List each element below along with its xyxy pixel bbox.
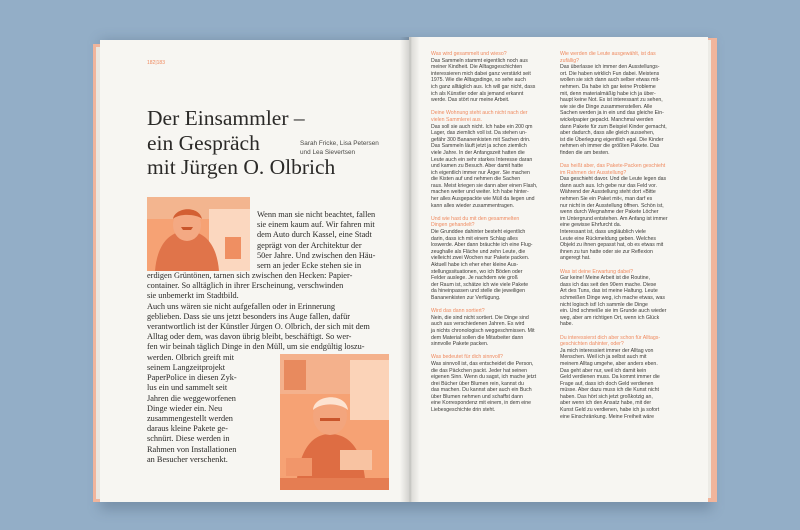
photo-artist-graphic (280, 354, 389, 490)
interview-answer-line: Das geschieht davor. Und die Leute legen das (560, 176, 667, 183)
interview-answer-line: Lager, das ziemlich voll ist. Da stehen un- (431, 130, 527, 137)
intro-line: container. So alltäglich in ihrer Erscheinung, verschwinden (147, 281, 344, 291)
interview-answer-line: Leute eine Rückmeldung geben. Welches (560, 235, 656, 242)
interview-answer-line: Das Sammeln stammt eigentlich noch aus (431, 57, 528, 64)
interview-answer-line: nehmen. Da habe ich gar keine Probleme (560, 83, 656, 90)
interview-answer-line: ich eigentlich immer nur Ärger. Sie machen (431, 169, 530, 176)
interview-question-line: zufällig? (560, 57, 580, 64)
photo-portrait (147, 197, 250, 271)
interview-answer-line: Leute auch ein sehr starkes Interesse daran (431, 156, 533, 163)
intro-text-full (147, 271, 370, 363)
interview-answer-line: auch aus verschiedenen Jahren. Es wird (431, 321, 525, 328)
interview-answer-line (560, 262, 668, 269)
interview-column-2 (560, 51, 668, 420)
interview-answer-line: das machen. Du kannst aber auch ein Buch (431, 387, 532, 394)
interview-answer-line: machen weiter und weiter. Ich habe hinter- (431, 189, 529, 196)
interview-answer-line: haupt keine Not. Es ist interessant zu sehen, (560, 97, 663, 104)
interview-answer-line: Das geht aber nur, weil ich damit kein (560, 367, 647, 374)
interview-answer-line: und kamen zu Besuch. Aber damit hatte (431, 163, 523, 170)
authors (300, 139, 379, 157)
interview-question-line: Dingen gehandelt? (431, 222, 475, 229)
interview-answer-line: zeughalle als Fläche und zehn Leute, die (431, 248, 526, 255)
photo-portrait-graphic (147, 197, 250, 271)
interview-answer-line: angeregt hat. (560, 255, 591, 262)
interview-answer-line: stellungssituationen, wo ich Böden oder (431, 268, 523, 275)
interview-question-line: Was wird gesammelt und wieso? (431, 51, 507, 57)
intro-line: geprägt von der Architektur der (257, 240, 362, 250)
intro-text-right (257, 210, 375, 271)
intro-line: Alltag oder dem, was davon übrig bleibt, beschäftigt. So wer- (147, 332, 352, 342)
intro-line: dem Auto durch Kassel, eine Stadt (257, 230, 372, 240)
interview-answer-line: Gar keine! Meine Arbeit ist die Routine, (560, 275, 650, 282)
interview-answer-line: kann alles wieder zusammentragen. (431, 202, 515, 209)
interview-answer-line: die Kisten auf und nehmen die Sachen (431, 176, 521, 183)
interview-answer-line: ich als Künstler oder als jemand erkannt (431, 90, 524, 97)
intro-line: Auch uns wären sie nicht aufgefallen oder in Erinnerung (147, 301, 335, 311)
intro-line: PaperPolice in diesen Zyk- (147, 373, 237, 383)
interview-question-line: Du interessierst dich aber schon für Alltags- (560, 334, 661, 341)
interview-answer-line: Art des Tuns, das ist meine Haltung. Leute (560, 288, 658, 295)
interview-question-line: Und wie hast du mit den gesammelten (431, 215, 520, 222)
interview-answer-line: haben. Das hört sich jetzt großkotzig an, (560, 393, 653, 400)
interview-answer-line (560, 157, 668, 164)
interview-answer-line: her alles Ausgepackte wie Müll da liegen und (431, 196, 535, 203)
interview-answer-line: Objekt zu ihnen gepasst hat, ob es etwas mit (560, 242, 664, 249)
interview-answer-line: Frage auf, dass ich doch Geld verdienen (560, 380, 654, 387)
right-page (409, 37, 708, 502)
intro-line: zusammengestellt werden (147, 414, 233, 424)
interview-answer-line: nur nicht in der Ausstellung öffnen. Schön ist, (560, 202, 664, 209)
interview-answer-line: eine Einschränkung. Meine Freiheit wäre (560, 413, 655, 420)
intro-line: Rahmen von Installationen (147, 444, 237, 454)
author-line: Sarah Fricke, Lisa Petersen (300, 140, 379, 147)
interview-answer-line: schmeißen Dinge weg, ich mache etwas, was (560, 294, 665, 301)
interview-answer-line: ich ganz alltäglich aus. Ich will gar nicht, dass (431, 83, 536, 90)
interview-answer-line: raus. Meist kriegen sie dann aber einen Flash, (431, 182, 538, 189)
interview-answer-line: meinem Alltag umgehe, aber anders eben. (560, 360, 658, 367)
interview-answer-line: meiner Kindheit. Die Alltagsgeschichten (431, 64, 523, 71)
folio: 182|183 (147, 60, 165, 66)
interview-answer-line: ort. Die haben wirklich Fun dabei. Meistens (560, 70, 660, 77)
interview-answer-line: Bananenkisten zur Verfügung. (431, 294, 501, 301)
title-line: Der Einsammler – (147, 106, 305, 130)
interview-answer-line: im Untergrund entstehen. Am Anfang ist immer (560, 215, 668, 222)
intro-text-left (147, 363, 237, 465)
interview-answer-line: wie sie die Dinge zusammenstellen. Alle (560, 103, 653, 110)
interview-answer-line: Aktuell habe ich eher eher kleine Aus- (431, 262, 519, 268)
intro-line: schnürt. Diese werden in (147, 434, 230, 444)
intro-line: an Besucher verschenkt. (147, 454, 228, 464)
intro-line: Wenn man sie nicht beachtet, fallen (257, 210, 376, 219)
intro-line: seinem Langzeitprojekt (147, 363, 226, 372)
interview-question-line: im Rahmen der Ausstellung? (560, 169, 627, 176)
interview-answer-line: darin, dass ich mit einem Schlag alles (431, 235, 518, 242)
interview-answer-line: aber dadurch, dass alle gleich aussehen, (560, 130, 655, 137)
interview-answer-line: interessieren mich dabei ganz verstärkt seit (431, 70, 531, 77)
interview-answer-line: finden die am besten. (560, 149, 610, 156)
intro-line: sern an jeder Ecke stehen sie in (257, 261, 362, 271)
interview-answer-line: drei Bücher über Blumen rein, kannst du (431, 380, 524, 387)
intro-line: verantwortlich ist der Künstler Jürgen O. Olbrich, der sich mit dem (147, 322, 370, 332)
interview-answer-line: 1975. Wie die Alltagsdinge, so sehe auch (431, 77, 526, 84)
interview-question-line: geschichten dahinter, oder? (560, 341, 624, 348)
interview-answer-line: sinnvolle Pakete packen. (431, 341, 489, 348)
interview-answer-line: Während der Ausstellung steht dort »Bitte (560, 189, 656, 196)
interview-answer-line: Was sinnvoll ist, das entscheidet die Person, (431, 360, 534, 367)
intro-line: sie unbemerkt im Stadtbild. (147, 291, 239, 301)
interview-answer-line: Das soll sie auch nicht. Ich habe ein 200 qm (431, 123, 533, 130)
intro-line: geblieben. Dass sie uns jetzt besonders ins Auge fallen, dafür (147, 311, 350, 321)
interview-answer-line: Felder auslege. Je nachdem wie groß (431, 275, 518, 282)
interview-answer-line: dem Material sollen die Mitarbeiter dann (431, 334, 524, 341)
interview-answer-line: dann Pakete für zum Beispiel Kinder gemacht, (560, 123, 667, 130)
interview-question-line: Deine Wohnung steht auch nicht nach der (431, 110, 528, 117)
intro-line: daraus kleine Pakete ge- (147, 424, 228, 434)
interview-answer-line: ihnen zu tun hatte oder sie zur Reflexion (560, 248, 653, 255)
interview-question-line: Wird das dann sortiert? (431, 308, 485, 315)
interview-answer-line: Kunst Geld zu verdienen, habe ich ja sofort (560, 407, 660, 414)
interview-question-line: Was ist deine Erwartung dabei? (560, 268, 634, 275)
interview-answer-line: eigenen Sinn. Wenn du sagst, ich mache jetzt (431, 374, 537, 381)
interview-answer-line: über Blumen nehmen und schaffst dann (431, 393, 523, 400)
interview-answer-line: mit, denn materialmäßig habe ich ja über- (560, 90, 656, 97)
interview-answer-line: aber wenn ich den Ansatz habe, mit der (560, 400, 652, 407)
interview-answer-line: Die Grunddee dahinter besteht eigentlich (431, 229, 526, 236)
title-line: mit Jürgen O. Olbrich (147, 155, 336, 179)
intro-line: werden. Olbrich greift mit (147, 352, 235, 362)
interview-answer-line: Geld verdienen muss. Da kommt immer die (560, 374, 660, 381)
intro-line: erdigen Grüntönen, tarnen sich zwischen den Hecken: Papier- (147, 271, 353, 280)
interview-answer-line: habe. (560, 321, 573, 328)
interview-answer-line: ist die Überlegung eigentlich egal. Die Kinder (560, 136, 664, 143)
interview-answer-line: viele Jahre. In der Anfangszeit hatten die (431, 149, 525, 156)
interview-answer-line: vielleicht zwei Wochen nur Pakete packen. (431, 255, 530, 262)
interview-question-line: Was bedeutet für dich sinnvoll? (431, 354, 503, 361)
interview-answer-line (431, 302, 537, 309)
intro-line: Dinge wieder ein. Neu (147, 403, 223, 413)
interview-answer-line: weg, aber am richtigen Ort, wenn ich Glück (560, 314, 660, 321)
interview-answer-line: dass ich das seit den 90ern mache. Diese (560, 281, 657, 288)
interview-answer-line: loswerde. Aber dann bräuchte ich eine Flug- (431, 242, 533, 249)
title-line: ein Gespräch (147, 130, 260, 155)
interview-answer-line: wollen sie sich dann auch selber etwas mit- (560, 77, 660, 84)
author-line: und Lea Sievertsen (300, 149, 356, 157)
interview-answer-line: müsse. Aber dazu muss ich die Kunst nicht (560, 387, 659, 394)
interview-answer-line: ein. Und schmeiße sie im Grunde auch wieder (560, 308, 667, 315)
intro-line: Jahren die weggeworfenen (147, 393, 236, 403)
interview-answer-line: Menschen. Weil ich ja selbst auch mit (560, 354, 647, 361)
intro-line: 50er Jahre. Und zwischen den Häu- (257, 250, 376, 260)
interview-question-line: Das heißt aber, das Pakete-Packen geschieht (560, 163, 666, 170)
interview-answer-line: nehmen eh immer die größten Pakete. Das (560, 143, 660, 150)
interview-answer-line: Ja mich interessiert immer der Alltag von (560, 347, 654, 354)
interview-answer-line (431, 209, 537, 216)
intro-line: lus ein und sammelt seit (147, 383, 228, 393)
interview-answer-line: Liebesgeschichte drin steht. (431, 407, 496, 414)
interview-column-1 (431, 51, 537, 414)
interview-answer-line (431, 348, 537, 355)
interview-answer-line: dann auch aus. Ich gebe nur das Feld vor. (560, 182, 657, 189)
intro-line: sie einem kaum auf. Wir fahren mit (257, 220, 375, 230)
interview-answer-line (560, 328, 668, 335)
interview-answer-line: die das Päckchen packt. Jeder hat seinen (431, 367, 528, 374)
interview-answer-line: eine gewisse Ehrfurcht da. (560, 222, 622, 229)
interview-answer-line: gefähr 300 Bananenkisten mit Sachen drin. (431, 136, 531, 143)
interview-answer-line: werde. Das stört nur meine Arbeit. (431, 97, 510, 104)
interview-question-line: Wie werden die Leute ausgewählt, ist das (560, 51, 656, 57)
interview-answer-line: Interessant ist, dass ungläublich viele (560, 229, 646, 236)
interview-answer-line (431, 104, 537, 111)
interview-answer-line: wickelpapier gepackt. Manchmal werden (560, 116, 654, 123)
interview-answer-line: nicht logisch ist! Ich sammle die Dinge (560, 301, 648, 308)
interview-answer-line: ja nichts chronologisch weggeschmissen. Mit (431, 327, 535, 334)
interview-answer-line: eine Korrespondenz mit einem, in dem eine (431, 400, 532, 407)
intro-line: fen wir beinah täglich Dinge in den Müll, um sie endgültig loszu- (147, 342, 365, 352)
interview-answer-line: Sachen werden ja in ein und das gleiche Ein- (560, 110, 664, 117)
interview-answer-line: Das überlasse ich immer den Ausstellungs- (560, 64, 660, 71)
interview-answer-line: wenn durch Wegnahme der Pakete Löcher (560, 209, 659, 216)
interview-answer-line: Das Sammeln läuft jetzt ja schon ziemlich (431, 143, 527, 150)
interview-answer-line: nehmen Sie ein Paket mit«, man darf es (560, 196, 653, 203)
interview-answer-line: Nein, die sind nicht sortiert. Die Dinge sind (431, 314, 529, 321)
interview-answer-line: da hineinpassen und stelle die jeweiligen (431, 288, 526, 295)
left-page (100, 40, 409, 502)
interview-answer-line: der Raum ist, schätze ich wie viele Pakete (431, 281, 529, 288)
photo-artist-packing (280, 354, 389, 490)
interview-question-line: vielen Sammlerei aus. (431, 116, 483, 123)
